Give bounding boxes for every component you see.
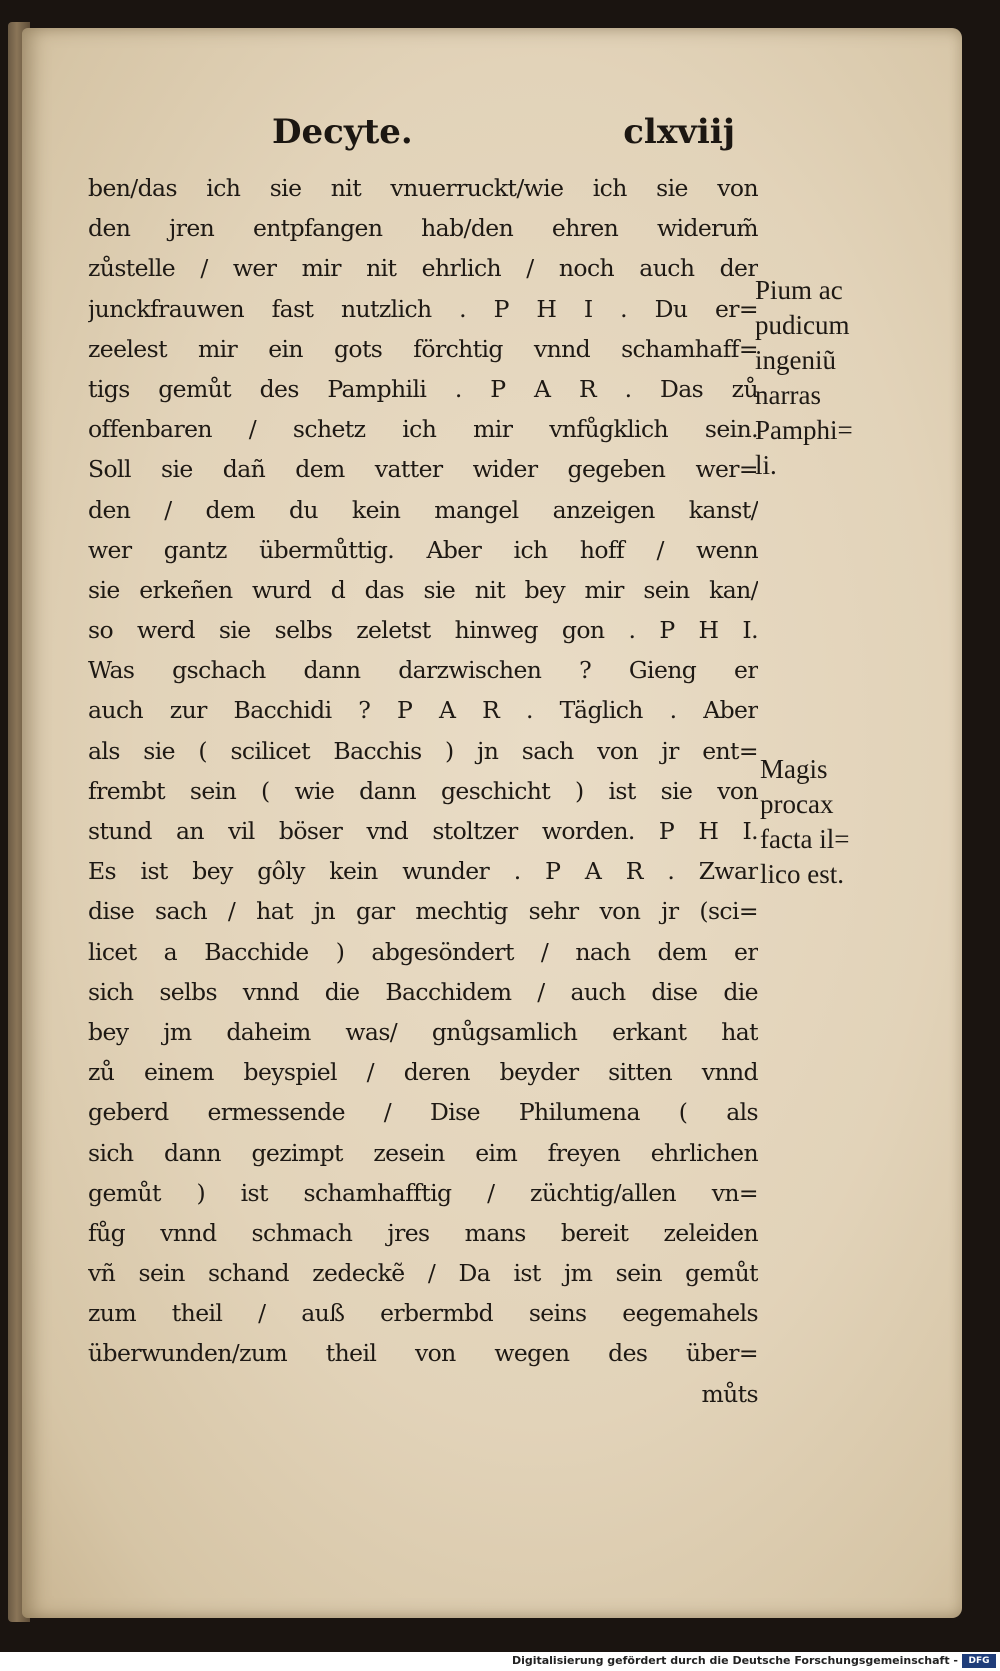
main-text: [88, 168, 758, 1414]
marginal-note-line: ingeniũ: [755, 345, 836, 375]
folio-number: clxviij: [623, 112, 735, 152]
marginal-note-line: Pamphi=: [755, 415, 853, 445]
catchword: můts: [701, 1379, 758, 1408]
marginal-note-line: Pium ac: [755, 275, 843, 305]
text-line: gemůt ) ist schamhafftig / züchtig/allen vn=: [88, 1178, 758, 1207]
marginal-note-line: narras: [755, 380, 821, 410]
marginal-note-line: facta il=: [760, 824, 850, 854]
text-line: sich dann gezimpt zesein eim freyen ehrlichen: [88, 1138, 758, 1167]
text-line: stund an vil böser vnd stoltzer worden. P H I.: [88, 817, 758, 845]
text-line: zů einem beyspiel / deren beyder sitten vnnd: [88, 1058, 758, 1087]
text-line: geberd ermessende / Dise Philumena ( als: [88, 1098, 758, 1127]
running-head: [250, 112, 745, 162]
text-line: den jren entpfangen hab/den ehren widerum̃: [88, 214, 758, 243]
text-line: zum theil / auß erbermbd seins eegemahels: [88, 1299, 758, 1328]
text-line: Soll sie dañ dem vatter wider gegeben wer=: [88, 455, 758, 484]
funding-credit: Digitalisierung gefördert durch die Deutsche Forschungsgemeinschaft -: [511, 1654, 958, 1667]
marginal-note-line: pudicum: [755, 310, 850, 340]
text-line: als sie ( scilicet Bacchis ) jn sach von jr ent=: [88, 736, 758, 765]
text-line: licet a Bacchide ) abgesöndert / nach dem er: [88, 937, 758, 966]
text-line: so werd sie selbs zeletst hinweg gon . P H I.: [88, 616, 758, 645]
text-line: vñ sein schand zedeckẽ / Da ist jm sein gemůt: [88, 1259, 758, 1288]
text-line: offenbaren / schetz ich mir vnfůgklich sein.: [88, 415, 758, 444]
text-line: frembt sein ( wie dann geschicht ) ist sie von: [88, 776, 758, 805]
text-line: Es ist bey gôly kein wunder . P A R . Zwar: [88, 857, 758, 886]
text-line: auch zur Bacchidi ? P A R . Täglich . Aber: [88, 696, 758, 725]
marginal-note-line: Magis: [760, 754, 828, 784]
text-line: junckfrauwen fast nutzlich . P H I . Du er=: [88, 294, 758, 323]
text-line: überwunden/zum theil von wegen des über=: [88, 1339, 758, 1368]
text-line: sie erkeñen wurd d das sie nit bey mir sein kan/: [88, 575, 758, 604]
marginal-note: [760, 752, 910, 892]
text-line: bey jm daheim was/ gnůgsamlich erkant hat: [88, 1017, 758, 1046]
footer-credit: [0, 1652, 1000, 1671]
text-line: fůg vnnd schmach jres mans bereit zeleiden: [88, 1218, 758, 1247]
text-line: Was gschach dann darzwischen ? Gieng er: [88, 656, 758, 685]
text-line: zeelest mir ein gots förchtig vnnd schamhaff=: [88, 334, 758, 363]
text-line: ben/das ich sie nit vnuerruckt/wie ich sie von: [88, 174, 758, 202]
marginal-note: [755, 273, 905, 483]
text-line: den / dem du kein mangel anzeigen kanst/: [88, 495, 758, 524]
text-line: dise sach / hat jn gar mechtig sehr von jr (sci=: [88, 897, 758, 926]
running-title: Decyte.: [272, 112, 413, 152]
text-line: zůstelle / wer mir nit ehrlich / noch auch der: [88, 254, 758, 283]
dfg-logo: DFG: [962, 1654, 996, 1668]
marginal-note-line: procax: [760, 789, 834, 819]
text-line: sich selbs vnnd die Bacchidem / auch dise die: [88, 977, 758, 1006]
marginal-note-line: lico est.: [760, 859, 844, 889]
text-line: tigs gemůt des Pamphili . P A R . Das zů: [88, 374, 758, 403]
text-line: wer gantz übermůttig. Aber ich hoff / wenn: [88, 535, 758, 564]
marginal-note-line: li.: [755, 450, 777, 480]
